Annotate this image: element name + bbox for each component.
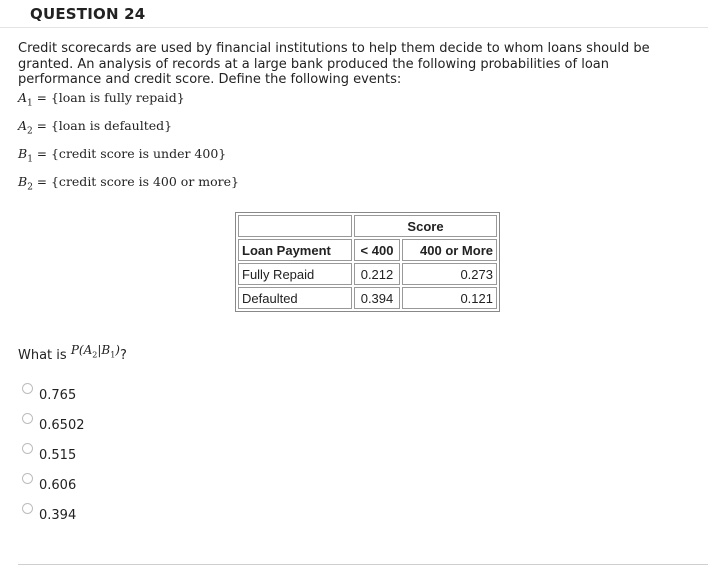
answer-option-label: 0.765 [39,388,77,403]
score-table [235,212,500,312]
footer-divider [18,564,708,565]
event-a2: $A_2$ = {loan is defaulted} [18,118,173,137]
table-header-score: Score [354,215,497,237]
table-cell: 0.121 [402,287,497,309]
answer-option-label: 0.6502 [39,418,85,433]
event-b1-desc: {credit score is under 400} [50,146,227,161]
radio-button[interactable] [22,473,33,484]
table-cell-label: Fully Repaid [238,263,352,285]
event-b2: $B_2$ = {credit score is 400 or more} [18,174,239,193]
event-a1: $A_1$ = {loan is fully repaid} [18,90,185,109]
radio-button[interactable] [22,413,33,424]
radio-button[interactable] [22,443,33,454]
table-row [238,287,497,309]
event-a1-desc: {loan is fully repaid} [50,90,185,105]
event-b2-desc: {credit score is 400 or more} [50,174,239,189]
probability-expression: $P(A_2|B_1)$ [70,343,120,360]
table-header-lt400: < 400 [354,239,400,261]
table-cell: 0.394 [354,287,400,309]
radio-button[interactable] [22,383,33,394]
answer-option-label: 0.394 [39,508,77,523]
table-cell-label: Defaulted [238,287,352,309]
question-intro: Credit scorecards are used by financial institutions to help them decide to whom loans should be granted. An analysis of records at a large bank produced the following probabilities of loan performance and credit score. Define the following events: [18,41,650,87]
answer-option-label: 0.606 [39,478,77,493]
table-cell-empty [238,215,352,237]
answer-option-label: 0.515 [39,448,77,463]
table-row [238,215,497,237]
score-table-container [235,212,500,312]
table-cell: 0.273 [402,263,497,285]
radio-button[interactable] [22,503,33,514]
event-a2-desc: {loan is defaulted} [50,118,173,133]
table-row [238,239,497,261]
table-header-loan-payment: Loan Payment [238,239,352,261]
question-heading: QUESTION 24 [30,5,146,23]
table-row [238,263,497,285]
table-header-ge400: 400 or More [402,239,497,261]
header-divider [0,27,708,28]
event-definitions [18,88,239,200]
table-cell: 0.212 [354,263,400,285]
event-b1: $B_1$ = {credit score is under 400} [18,146,227,165]
question-prompt: What is $P(A_2|B_1)$? [18,343,127,363]
